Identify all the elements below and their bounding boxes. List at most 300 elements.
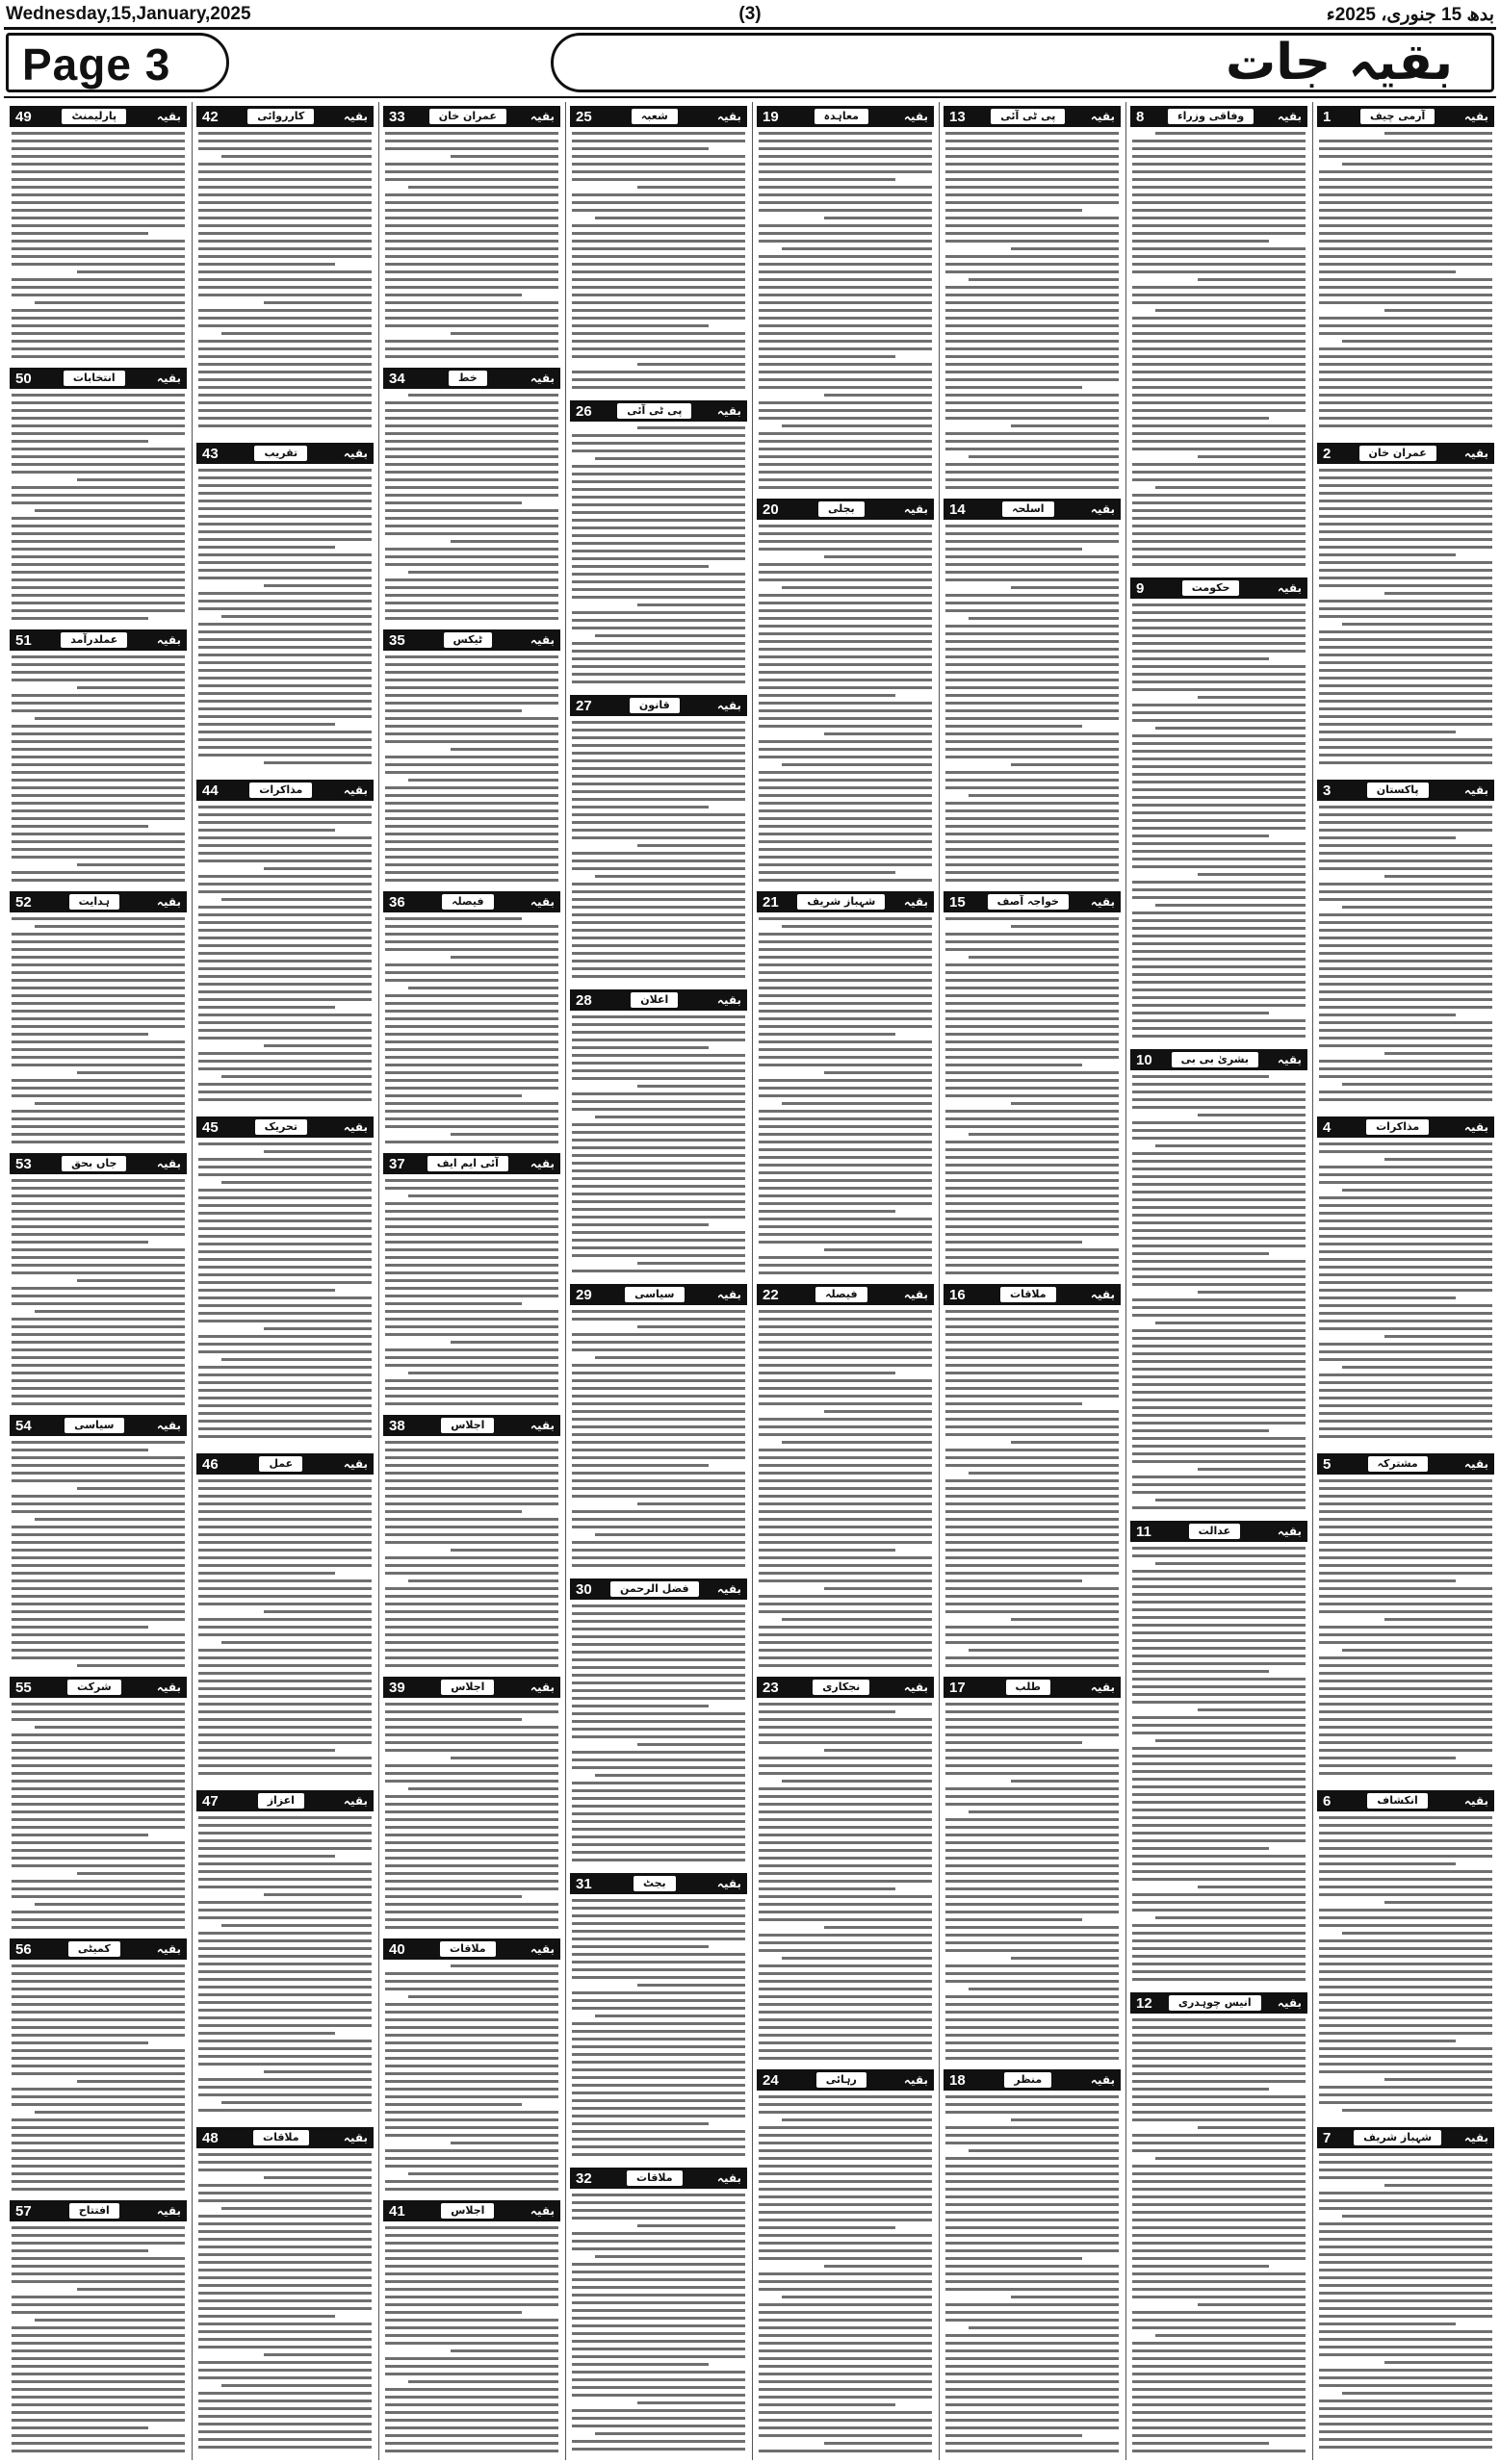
text-line: [12, 2342, 185, 2345]
text-line: [1384, 2078, 1492, 2081]
text-line: [1132, 163, 1306, 166]
text-line: [198, 1312, 372, 1315]
text-line: [759, 2257, 932, 2260]
text-line: [1319, 507, 1492, 510]
text-line: [12, 1810, 185, 1813]
text-line: [759, 2403, 895, 2406]
text-line: [945, 578, 1119, 581]
text-line: [759, 1033, 895, 1036]
text-line: [1319, 1641, 1492, 1644]
text-line: [221, 1181, 372, 1184]
text-line: [782, 763, 932, 766]
text-line: [198, 2330, 372, 2333]
text-line: [1319, 1764, 1492, 1767]
text-line: [385, 940, 558, 943]
text-line: [1132, 301, 1306, 304]
text-line: [759, 2396, 932, 2399]
text-line: [572, 1922, 745, 1925]
text-line: [572, 1039, 745, 1041]
story-header: [570, 400, 747, 422]
text-line: [385, 2165, 558, 2168]
story-block-4: [1317, 1113, 1494, 1450]
story-number: 7: [1323, 2129, 1332, 2146]
text-line: [1132, 1824, 1306, 1827]
text-line: [1132, 1624, 1306, 1627]
text-line: [12, 2018, 185, 2021]
story-keyword: رہائی: [816, 2072, 866, 2088]
text-line: [945, 640, 1119, 643]
text-line: [572, 332, 745, 335]
text-line: [572, 1054, 745, 1057]
text-line: [572, 1720, 745, 1723]
text-line: [385, 532, 558, 535]
story-keyword: ہدایت: [69, 894, 119, 910]
text-line: [759, 2219, 932, 2221]
text-line: [969, 956, 1119, 959]
text-line: [595, 457, 745, 460]
text-line: [1132, 263, 1306, 266]
text-line: [572, 2107, 745, 2110]
text-line: [572, 627, 745, 629]
text-line: [198, 193, 372, 196]
text-line: [385, 240, 558, 243]
text-line: [385, 1795, 558, 1798]
story-text: [1130, 603, 1307, 1038]
text-line: [1132, 973, 1306, 976]
text-line: [1319, 500, 1492, 502]
text-line: [198, 263, 335, 266]
text-line: [385, 178, 558, 181]
text-line: [385, 1972, 558, 1975]
story-header: [383, 1153, 560, 1174]
text-line: [12, 417, 185, 420]
text-line: [759, 1518, 932, 1521]
text-line: [12, 1472, 185, 1475]
text-line: [945, 1341, 1119, 1344]
text-line: [198, 1955, 372, 1958]
text-line: [945, 1849, 1119, 1852]
text-line: [12, 2403, 185, 2406]
story-keyword: منظر: [1004, 2072, 1051, 2088]
story-keyword: عمران خان: [1359, 446, 1436, 461]
text-line: [1319, 240, 1492, 243]
story-header: [944, 1677, 1121, 1698]
text-line: [198, 1006, 335, 1009]
text-line: [1132, 1452, 1306, 1455]
story-header: [944, 891, 1121, 912]
text-line: [759, 655, 932, 658]
text-line: [759, 856, 932, 859]
text-line: [385, 1025, 558, 1028]
text-line: [12, 440, 148, 443]
text-line: [759, 1841, 932, 1844]
text-line: [1132, 394, 1306, 397]
story-keyword: انکشاف: [1367, 1793, 1427, 1809]
story-keyword: ملاقات: [253, 2130, 309, 2145]
text-line: [12, 1911, 185, 1913]
text-line: [1319, 1695, 1492, 1698]
text-line: [385, 2072, 558, 2075]
text-line: [1319, 317, 1492, 320]
text-line: [945, 725, 1082, 728]
text-line: [12, 1826, 185, 1829]
text-line: [198, 731, 372, 733]
text-line: [198, 1556, 372, 1559]
text-line: [945, 2319, 1119, 2322]
text-line: [12, 1210, 185, 1213]
text-line: [12, 1718, 185, 1721]
text-line: [385, 1464, 558, 1467]
text-line: [572, 2309, 745, 2312]
text-line: [1132, 2249, 1306, 2252]
text-line: [198, 469, 372, 472]
text-line: [1132, 1183, 1306, 1186]
text-line: [945, 1433, 1119, 1436]
story-text: [383, 394, 560, 620]
text-line: [572, 775, 745, 778]
text-line: [1132, 1816, 1306, 1819]
story-number: 22: [763, 1286, 779, 1303]
text-line: [12, 394, 185, 397]
story-text: [1130, 2018, 1307, 2452]
text-line: [385, 147, 558, 150]
story-number: 9: [1136, 579, 1145, 597]
text-line: [1319, 2199, 1492, 2202]
text-line: [969, 2149, 1119, 2152]
continued-label: بقیہ: [530, 1157, 555, 1170]
text-line: [12, 1633, 185, 1636]
text-line: [572, 680, 745, 683]
story-keyword: آرمی چیف: [1360, 109, 1435, 124]
text-line: [1319, 515, 1492, 518]
text-line: [12, 532, 185, 535]
text-line: [1155, 486, 1306, 489]
text-line: [198, 170, 372, 173]
text-line: [1319, 530, 1492, 533]
continued-label: بقیہ: [343, 783, 368, 797]
text-line: [12, 1256, 185, 1259]
text-line: [385, 1233, 558, 1236]
text-line: [1319, 569, 1492, 572]
text-line: [945, 463, 1119, 466]
text-line: [77, 1872, 185, 1875]
story-block-40: [383, 1935, 560, 2196]
text-line: [945, 301, 1119, 304]
text-line: [759, 2272, 932, 2275]
text-line: [945, 371, 1119, 373]
text-line: [945, 440, 1119, 443]
text-line: [12, 1549, 185, 1552]
text-line: [1319, 1703, 1492, 1706]
text-line: [572, 294, 745, 296]
text-line: [1132, 881, 1306, 884]
text-line: [945, 1857, 1119, 1860]
text-line: [1319, 1664, 1492, 1667]
text-line: [1319, 1304, 1492, 1307]
text-line: [1319, 921, 1492, 924]
text-line: [759, 1425, 932, 1428]
text-line: [1132, 247, 1306, 250]
text-line: [759, 2426, 932, 2429]
text-line: [1319, 2299, 1492, 2302]
text-line: [1319, 1526, 1492, 1528]
text-line: [759, 863, 932, 866]
text-line: [198, 1664, 372, 1667]
text-line: [385, 1479, 558, 1482]
text-line: [1132, 1685, 1306, 1688]
text-line: [385, 1510, 522, 1513]
text-line: [1319, 1710, 1492, 1713]
text-line: [385, 1402, 558, 1405]
text-line: [198, 738, 372, 741]
continued-label: بقیہ: [716, 110, 741, 123]
text-line: [572, 1735, 745, 1738]
text-line: [12, 771, 185, 774]
text-line: [198, 1703, 372, 1706]
text-line: [385, 1772, 558, 1775]
text-line: [12, 1995, 185, 1998]
text-line: [572, 480, 745, 483]
text-line: [77, 270, 185, 273]
text-line: [1319, 1595, 1492, 1598]
text-line: [945, 1703, 1119, 1706]
text-line: [1319, 1258, 1492, 1261]
text-line: [385, 1841, 558, 1844]
text-line: [572, 2217, 745, 2220]
text-line: [572, 2378, 745, 2381]
text-line: [1132, 642, 1306, 645]
text-line: [12, 1379, 185, 1382]
continued-label: بقیہ: [1090, 1681, 1115, 1694]
text-line: [1319, 1757, 1456, 1759]
story-number: 31: [576, 1875, 592, 1892]
text-line: [198, 821, 372, 824]
text-line: [1132, 1075, 1269, 1078]
text-line: [1319, 2430, 1492, 2433]
text-line: [759, 671, 932, 674]
text-line: [572, 2122, 709, 2125]
text-line: [385, 809, 558, 812]
text-line: [198, 386, 372, 389]
text-line: [1132, 217, 1306, 219]
continued-label: بقیہ: [1090, 1288, 1115, 1301]
text-line: [12, 1834, 148, 1836]
text-line: [385, 2396, 558, 2399]
text-line: [1132, 1593, 1306, 1596]
text-line: [759, 871, 895, 874]
text-line: [385, 2419, 558, 2422]
text-line: [945, 1772, 1119, 1775]
text-line: [572, 2084, 745, 2087]
text-line: [1132, 532, 1306, 535]
text-line: [12, 1002, 185, 1005]
text-line: [198, 1579, 372, 1582]
text-line: [1132, 1491, 1306, 1494]
text-line: [945, 987, 1119, 989]
text-line: [945, 1148, 1119, 1151]
story-number: 1: [1323, 108, 1332, 125]
text-line: [12, 455, 185, 458]
text-line: [572, 1177, 745, 1180]
text-line: [1198, 455, 1306, 458]
text-line: [1319, 630, 1492, 633]
text-line: [12, 193, 185, 196]
text-line: [759, 940, 932, 943]
text-line: [1319, 821, 1492, 824]
text-line: [385, 2319, 558, 2322]
text-line: [198, 813, 372, 816]
story-block-37: [383, 1149, 560, 1411]
story-keyword: پاکستان: [1367, 783, 1429, 798]
text-line: [637, 844, 745, 847]
text-line: [198, 2093, 372, 2096]
text-line: [1319, 492, 1492, 495]
text-line: [1132, 1460, 1306, 1463]
text-line: [759, 355, 895, 358]
text-line: [759, 1141, 932, 1143]
text-line: [1132, 1035, 1306, 1038]
text-line: [945, 255, 1119, 258]
text-line: [1132, 478, 1306, 481]
text-line: [198, 232, 372, 235]
text-line: [198, 355, 372, 358]
text-line: [637, 1085, 745, 1088]
text-line: [1132, 850, 1306, 853]
text-line: [1319, 1502, 1492, 1505]
text-line: [12, 286, 185, 289]
text-line: [385, 1056, 558, 1059]
text-line: [595, 1533, 745, 1536]
text-line: [945, 1633, 1119, 1636]
text-line: [945, 132, 1119, 135]
story-block-49: [10, 102, 187, 364]
text-line: [1132, 170, 1306, 173]
text-line: [1132, 363, 1306, 366]
text-line: [945, 555, 1119, 558]
text-line: [572, 2115, 745, 2118]
text-line: [759, 1310, 932, 1313]
text-line: [759, 147, 932, 150]
text-line: [945, 2226, 1119, 2229]
text-line: [385, 1603, 558, 1605]
text-line: [572, 1146, 745, 1149]
text-line: [385, 1048, 558, 1051]
text-line: [1319, 913, 1492, 916]
story-text: [570, 721, 747, 978]
text-line: [1132, 1601, 1306, 1604]
story-header: [196, 780, 374, 801]
text-line: [1319, 255, 1492, 258]
text-line: [198, 1289, 335, 1292]
text-line: [572, 1628, 745, 1630]
text-line: [1132, 2165, 1306, 2168]
text-line: [1319, 2292, 1492, 2295]
story-block-17: [944, 1673, 1121, 2066]
text-line: [12, 1218, 185, 1220]
text-line: [759, 825, 932, 828]
text-line: [1319, 2415, 1492, 2418]
text-line: [759, 848, 932, 851]
text-line: [1319, 998, 1492, 1001]
text-line: [572, 906, 745, 909]
text-line: [945, 240, 1119, 243]
text-line: [12, 578, 185, 581]
text-line: [12, 409, 185, 412]
column-divider: [939, 102, 940, 2460]
column-divider: [1312, 102, 1313, 2460]
story-number: 57: [15, 2202, 32, 2220]
text-line: [945, 2373, 1119, 2375]
text-line: [385, 263, 558, 266]
text-line: [1132, 1137, 1306, 1140]
story-number: 46: [202, 1455, 219, 1473]
text-line: [782, 1957, 932, 1960]
text-line: [572, 2194, 745, 2196]
text-line: [572, 1464, 709, 1467]
text-line: [572, 2076, 745, 2079]
text-line: [385, 2118, 558, 2121]
story-keyword: مشترکہ: [1368, 1456, 1428, 1472]
text-line: [385, 2342, 558, 2345]
story-number: 53: [15, 1155, 32, 1172]
text-line: [385, 1626, 558, 1629]
text-line: [385, 1487, 558, 1490]
text-line: [1132, 2403, 1306, 2406]
text-line: [1132, 240, 1269, 243]
text-line: [1132, 1160, 1306, 1163]
text-line: [759, 609, 932, 612]
text-line: [385, 1356, 558, 1359]
text-line: [759, 725, 932, 728]
text-line: [385, 1279, 558, 1282]
story-block-5: [1317, 1450, 1494, 1786]
text-line: [759, 1333, 932, 1336]
text-line: [1155, 1499, 1306, 1502]
story-text: [944, 917, 1121, 1274]
story-keyword: انیس چوہدری: [1169, 1995, 1261, 2011]
text-line: [385, 1926, 558, 1929]
text-line: [12, 1818, 185, 1821]
text-line: [759, 2003, 932, 2006]
story-number: 25: [576, 108, 592, 125]
text-line: [198, 1412, 372, 1415]
text-line: [759, 1549, 895, 1552]
text-line: [572, 1208, 745, 1211]
text-line: [572, 1766, 745, 1769]
text-line: [385, 2257, 558, 2260]
text-line: [1132, 1476, 1306, 1478]
text-line: [945, 201, 1119, 204]
text-line: [198, 1878, 372, 1881]
text-line: [759, 1210, 895, 1213]
continued-label: بقیہ: [156, 1419, 181, 1432]
text-line: [385, 170, 558, 173]
story-header: [1317, 106, 1494, 127]
story-header: [196, 443, 374, 464]
text-line: [572, 2386, 745, 2389]
text-line: [385, 994, 558, 997]
text-line: [1132, 286, 1306, 289]
text-line: [12, 1780, 185, 1783]
continued-label: بقیہ: [716, 993, 741, 1007]
text-line: [12, 2049, 185, 2052]
story-header: [10, 1938, 187, 1960]
text-line: [595, 2432, 745, 2435]
text-line: [198, 140, 372, 142]
text-line: [945, 548, 1082, 551]
text-line: [572, 434, 745, 437]
text-line: [198, 1855, 335, 1858]
